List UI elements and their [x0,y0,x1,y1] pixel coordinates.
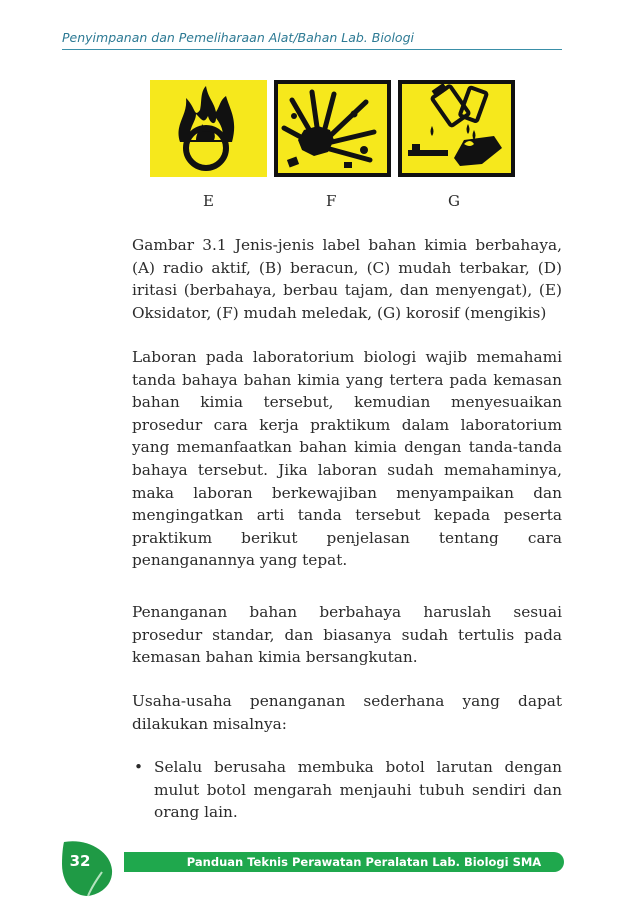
corrosive-icon [398,80,515,177]
header-divider [62,49,562,50]
footer-title: Panduan Teknis Perawatan Peralatan Lab. Biologi SMA [186,855,542,869]
list-item-text: Selalu berusaha membuka botol larutan dengan mulut botol mengarah menjauhi tubuh sendiri dan orang lain. [154,758,562,822]
paragraph-penanganan: Penanganan bahan berbahaya haruslah sesuai prosedur standar, dan biasanya sudah tertulis pada kemasan bahan kimia bersangkutan. [132,603,562,667]
page-number: 32 [69,852,91,870]
symbol-letter-g: G [448,192,460,210]
symbol-letter-f: F [326,192,337,210]
paragraph-laboran: Laboran pada laboratorium biologi wajib memahami tanda bahaya bahan kimia yang tertera pada kemasan bahan kimia tersebut, kemudian menyesuaikan prosedur cara kerja praktikum dalam laboratorium yang memanfaatkan bahan kimia dengan tanda-tanda bahaya tersebut. Jika laboran sudah memahaminya, maka laboran berkewajiban menyampaikan dan mengingatkan arti tanda tersebut kepada peserta praktikum berikut penjelasan tentang cara penanganannya yang tepat. [132,348,562,570]
oxidizer-flame-icon [150,80,267,177]
explosive-icon [274,80,391,177]
figure-caption: Gambar 3.1 Jenis-jenis label bahan kimia berbahaya, (A) radio aktif, (B) beracun, (C) mudah terbakar, (D) iritasi (berbahaya, berbau tajam, dan menyengat), (E) Oksidator, (F) mudah meledak, (G) korosif (mengikis) [132,236,562,322]
footer-bar [124,852,564,872]
hazard-symbols [150,80,565,180]
bullet-dot-icon: • [134,758,144,776]
running-header: Penyimpanan dan Pemeliharaan Alat/Bahan Lab. Biologi [62,30,414,45]
paragraph-usaha: Usaha-usaha penanganan sederhana yang dapat dilakukan misalnya: [132,692,562,733]
bullet-list [132,756,562,824]
list-item [132,756,562,824]
symbol-letter-e: E [203,192,214,210]
symbol-letters [0,192,638,212]
